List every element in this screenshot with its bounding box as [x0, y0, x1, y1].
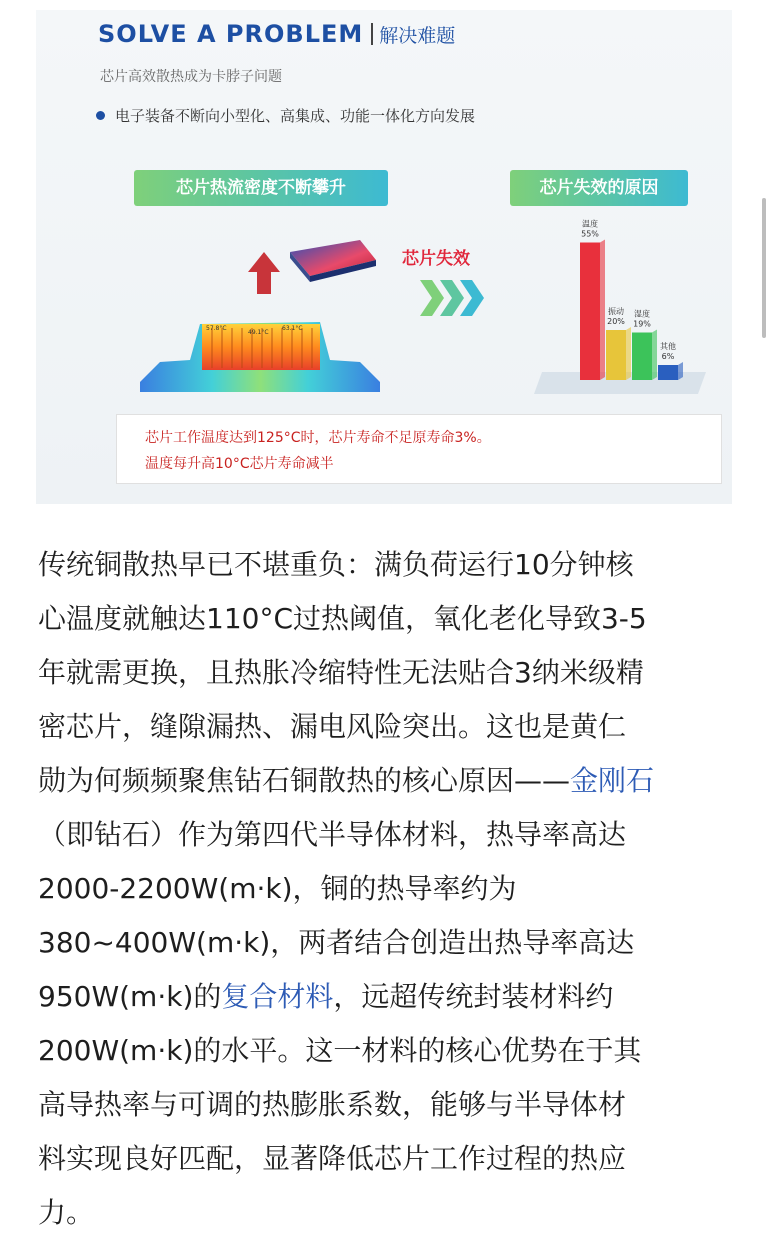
article-text: 380~400W(m·k)，两者结合创造出热导率高达 — [38, 926, 635, 959]
article-line — [38, 970, 738, 1024]
chevron-right-icon — [420, 280, 486, 316]
article-line — [38, 592, 738, 646]
failure-causes-chart — [530, 204, 710, 394]
chart-category-label-3: 其他 — [660, 342, 676, 351]
article-text: （即钻石）作为第四代半导体材料，热导率高达 — [38, 818, 627, 851]
article-line — [38, 754, 738, 808]
chart-bar-1 — [606, 330, 626, 380]
chart-bar-side-2 — [652, 330, 657, 381]
warning-note-box — [116, 414, 722, 484]
warning-note-line-2: 温度每升高10°C芯片寿命减半 — [145, 456, 334, 472]
article-text: 950W(m·k)的 — [38, 980, 222, 1013]
chart-bar-side-3 — [678, 362, 683, 380]
figure-bullet — [96, 105, 475, 126]
chart-category-label-2: 湿度 — [634, 309, 650, 319]
figure-title — [98, 20, 455, 48]
article-text: 传统铜散热早已不堪重负：满负荷运行10分钟核 — [38, 548, 634, 581]
chart-bar-2 — [632, 333, 652, 381]
chart-category-label-1: 振动 — [608, 307, 624, 316]
title-separator — [371, 23, 373, 45]
bullet-dot-icon — [96, 111, 105, 120]
article-line — [38, 1024, 738, 1078]
article-line — [38, 808, 738, 862]
article-line — [38, 1186, 738, 1237]
chip-heat-illustration — [140, 232, 380, 402]
article-text: 料实现良好匹配，显著降低芯片工作过程的热应 — [38, 1142, 627, 1175]
chip-failure-label: 芯片失效 — [402, 249, 470, 269]
chart-category-label-0: 温度 — [582, 219, 598, 229]
article-line — [38, 700, 738, 754]
article-text: 200W(m·k)的水平。这一材料的核心优势在于其 — [38, 1034, 642, 1067]
chart-value-label-0: 55% — [581, 229, 599, 239]
chart-bar-side-1 — [626, 327, 631, 380]
article-text: 年就需更换，且热胀冷缩特性无法贴合3纳米级精 — [38, 656, 644, 689]
article-text: 2000-2200W(m·k)，铜的热导率约为 — [38, 872, 517, 905]
article-line — [38, 1132, 738, 1186]
chart-value-label-2: 19% — [633, 319, 651, 329]
heat-label-2: 49.1°C — [248, 329, 269, 336]
article-line — [38, 916, 738, 970]
article-line — [38, 1078, 738, 1132]
tag-heat-flux: 芯片热流密度不断攀升 — [134, 170, 388, 206]
heat-rise-arrow-icon — [248, 252, 280, 294]
heat-label-3: 63.1°C — [282, 325, 303, 332]
chart-value-label-1: 20% — [607, 317, 625, 326]
article-body — [38, 538, 738, 1237]
chart-value-label-3: 6% — [661, 352, 675, 361]
article-text: 密芯片，缝隙漏热、漏电风险突出。这也是黄仁 — [38, 710, 627, 743]
article-line — [38, 646, 738, 700]
article-link[interactable]: 金刚石 — [570, 764, 655, 797]
article-text: ，远超传统封装材料约 — [333, 980, 614, 1013]
heat-label-1: 57.8°C — [206, 325, 227, 332]
infographic-figure — [36, 10, 732, 504]
article-text: 勋为何频频聚焦钻石铜散热的核心原因—— — [38, 764, 571, 797]
tag-failure-causes: 芯片失效的原因 — [510, 170, 688, 206]
figure-title-en: SOLVE A PROBLEM — [98, 20, 364, 48]
chart-bar-0 — [580, 243, 600, 381]
article-line — [38, 538, 738, 592]
figure-title-zh: 解决难题 — [379, 25, 456, 47]
warning-note-line-1: 芯片工作温度达到125°C时，芯片寿命不足原寿命3%。 — [145, 430, 491, 446]
figure-subtitle: 芯片高效散热成为卡脖子问题 — [100, 69, 282, 85]
article-text: 力。 — [38, 1196, 95, 1229]
page-scrollbar[interactable] — [762, 198, 766, 338]
article-text: 心温度就触达110°C过热阈值，氧化老化导致3-5 — [38, 602, 647, 635]
chart-bar-3 — [658, 365, 678, 380]
article-link[interactable]: 复合材料 — [221, 980, 334, 1013]
article-line — [38, 862, 738, 916]
bullet-text: 电子装备不断向小型化、高集成、功能一体化方向发展 — [115, 107, 476, 125]
chart-bar-side-0 — [600, 240, 605, 381]
article-text: 高导热率与可调的热膨胀系数，能够与半导体材 — [38, 1088, 627, 1121]
